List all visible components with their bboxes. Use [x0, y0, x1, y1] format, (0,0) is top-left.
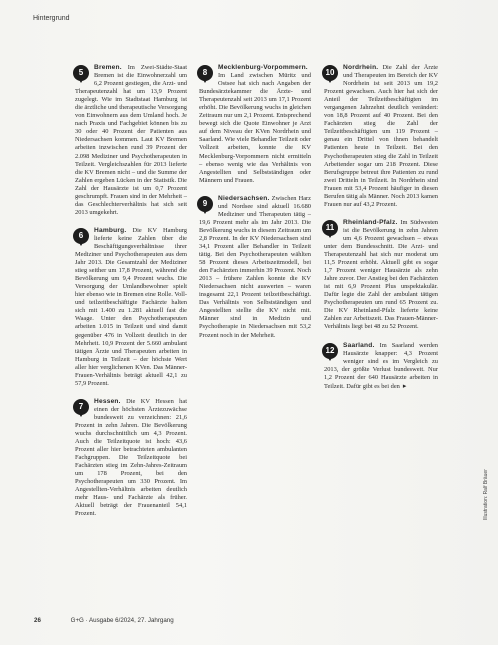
- page-number: 26: [34, 617, 41, 624]
- page-footer: [34, 617, 174, 624]
- section-body: Die KV Hessen hat einen der höchsten Ärztezuwächse bundesweit zu verzeichnen: 21,6 Prozent in zehn Jahren. Die Bevölkerung wuchs durchschnittlich um 4,3 Prozent. Auch die Teilzeitquote ist hoch: 43,6 Prozent aller hier betrachteten ambulanten Fachgruppen. Die Teilzeitquote bei Fachärzten stieg im Zehn-Jahres-Zeitraum um 178 Prozent, bei den Psychotherapeuten um 330 Prozent. Im Angestellten-Verhältnis arbeiten deutlich mehr Haus- und Fachärzte als früher. Aktuell beträgt der Frauenanteil 54,1 Prozent.: [75, 397, 187, 518]
- section-lead: Hamburg.: [94, 226, 127, 234]
- section-number-badge: 6: [73, 228, 89, 244]
- section-number-badge: 10: [322, 65, 338, 81]
- section-nordrhein: [324, 64, 438, 209]
- illustration-credit: Illustration: Ralf Bräuer: [483, 469, 489, 520]
- section-lead: Saarland.: [343, 341, 375, 349]
- section-number-badge: 5: [73, 65, 89, 81]
- section-header: Hintergrund: [33, 15, 70, 22]
- section-body: Im Südwesten ist die Bevölkerung in zehn Jahren um 4,6 Prozent gewachsen – etwas unter dem Bundesschnitt. Die Arzt- und Therapeutenzahl hat sich nur moderat um 11,5 Prozent erhöht. Aktuell gibt es sogar 1,7 Prozent weniger Hausärzte als zehn Jahre zuvor. Der Anstieg bei den Fachärzten ist mit 6,9 Prozent Plus unspektakulär. Dafür legte die Zahl der ambulant tätigen Psychotherapeuten um rund 65 Prozent zu. Die KV Rheinland-Pfalz lieferte keine Zahlen zur Arbeitszeit. Das Frauen-Männer-Verhältnis liegt bei 48 zu 52 Prozent.: [324, 218, 438, 331]
- section-lead: Nordrhein.: [343, 64, 379, 71]
- continue-arrow-icon: ▸: [402, 381, 407, 390]
- section-lead: Rheinland-Pfalz.: [343, 218, 398, 226]
- section-hamburg: [75, 227, 187, 388]
- section-body: Im Zwei-Städte-Staat Bremen ist die Einwohnerzahl um 6,2 Prozent gestiegen, die Arzt- und Therapeutenzahl hat um 13,9 Prozent zugelegt. Wie im Stadtstaat Hamburg ist die ärztliche und therapeutische Versorgung von Einwohnern aus dem Umland hoch. Je nach Praxis und Fachgebiet können bis zu 30 oder 40 Prozent der Patienten aus Niedersachsen kommen. Laut KV Bremen arbeiten inzwischen rund 39 Prozent der 2.098 Mediziner und Psychotherapeuten in Teilzeit. Vergleichszahlen für 2013 lieferte die KV Bremen nicht – und die Summe der Zahlen ergeben Lücken in der Statistik. Die Zahl der Hausärzte ist um 0,7 Prozent geschrumpft. Frauen sind in der Mehrheit – das Geschlechterverhältnis hat sich seit 2013 umgekehrt.: [75, 64, 187, 216]
- section-body: Die Zahl der Ärzte und Therapeuten im Bereich der KV Nordrhein ist seit 2013 um 19,2 Prozent gewachsen. Auch hier hat sich der Anteil der Teilzeitbeschäftigten im vergangenen Jahrzehnt deutlich verändert: von 18,8 Prozent auf 40 Prozent. Bei den Fachärzten stieg die Zahl der Teilzeitbeschäftigten um 119 Prozent – genau ein Drittel von ihnen behandelt Patienten heute in Teilzeit. Bei den Psychotherapeuten stieg die Zahl in Teilzeit Arbeitender sogar um 218 Prozent. Diese Berufsgruppe betreut ihre Patienten zu rund zwei Dritteln in Teilzeit. In Nordrhein sind Frauen mit 53,4 Prozent häufiger in diesen Berufen tätig als Männer. Noch 2013 kamen Frauen nur auf 43,2 Prozent.: [324, 64, 438, 208]
- section-number-badge: 7: [73, 399, 89, 415]
- section-lead: Mecklenburg-Vorpommern.: [218, 64, 308, 71]
- section-number-badge: 8: [197, 65, 213, 81]
- section-number-badge: 9: [197, 196, 213, 212]
- section-lead: Hessen.: [94, 397, 121, 405]
- text-column-2: [199, 64, 311, 340]
- section-niedersachsen: [199, 195, 311, 340]
- text-column-3: [324, 64, 438, 391]
- text-column-1: [75, 64, 187, 519]
- section-lead: Niedersachsen.: [218, 194, 270, 202]
- section-rheinland-pfalz: [324, 219, 438, 332]
- section-body: Im Land zwischen Müritz und Ostsee hat sich nach Angaben der Bundesärztekammer die Ärzte- und Therapeutenzahl seit 2013 um 17,1 Prozent erhöht. Die Bevölkerung wuchs in gleichen Zeitraum nur um 2,1 Prozent. Entsprechend bewegt sich die Quote Einwohner je Arzt auf dem Niveau der KVen Nordrhein und Saarland. Wie viele Behandler Teilzeit oder Vollzeit arbeiten, konnte die KV Mecklenburg-Vorpommern nicht ermitteln – ebenso wenig wie das Verhältnis von Angestellten und Selbstständigen oder Männern und Frauen.: [199, 72, 311, 184]
- section-body: Im Saarland werden Hausärzte knapper: 4,3 Prozent weniger sind es im Vergleich zu 2013, der größte Verlust bundesweit. Nur 1,2 Prozent der 640 Hausärzte arbeiten in Teilzeit. Dafür gibt es bei den: [324, 341, 438, 390]
- section-number-badge: 11: [322, 220, 338, 236]
- section-lead: Bremen.: [94, 64, 122, 71]
- section-body: Zwischen Harz und Nordsee sind aktuell 16.680 Mediziner und Therapeuten tätig – 19,6 Prozent mehr als im Jahr 2013. Die Bevölkerung wuchs in diesem Zeitraum um 2,8 Prozent. In der KV Niedersachsen sind 34,1 Prozent aller Behandler in Teilzeit tätig. Bei den Psychotherapeuten wählten 58 Prozent dieses Arbeitszeitmodell, bei den Fachärzten immerhin 39 Prozent. Noch 2013 – frühere Zahlen konnte die KV Niedersachsen nicht auswerten – waren insgesamt 22,1 Prozent teilzeitbeschäftigt. Das Verhältnis von Selbstständigen und Angestellten stellte die KV nicht mit. Männer sind in Medizin und Psychotherapie in Niedersachsen mit 53,2 Prozent noch in der Mehrheit.: [199, 194, 311, 339]
- section-number-badge: 12: [322, 343, 338, 359]
- section-hessen: [75, 398, 187, 519]
- issue-info: G+G · Ausgabe 6/2024, 27. Jahrgang: [70, 617, 174, 624]
- section-mecklenburg-vorpommern: [199, 64, 311, 185]
- section-bremen: [75, 64, 187, 217]
- section-body: Die KV Hamburg lieferte keine Zahlen über die Beschäftigungsverhältnisse ihrer Mediziner und Psychotherapeuten aus dem Jahr 2013. Die Gesamtzahl der Mediziner stieg seither um 17,8 Prozent, während die Bevölkerung um 9,4 Prozent wuchs. Die Versorgung der Umlandbewohner spielt hier ebenso wie in Bremen eine Rolle. Voll- und teilzeitbeschäftigte Fachärzte halten sich mit 1.400 zu 1.281 aktuell fast die Waage. Unter den Psychotherapeuten arbeiten 1.015 in Teilzeit und sind damit gegenüber 476 in Vollzeit deutlich in der Mehrheit. 10,9 Prozent der 5.660 ambulant tätigen Ärzte und Therapeuten arbeiten in Hamburg in Teilzeit – der höchste Wert aller hier verglichenen KVen. Das Männer-Frauen-Verhältnis beträgt aktuell 42,1 zu 57,9 Prozent.: [75, 226, 187, 387]
- section-saarland: [324, 342, 438, 391]
